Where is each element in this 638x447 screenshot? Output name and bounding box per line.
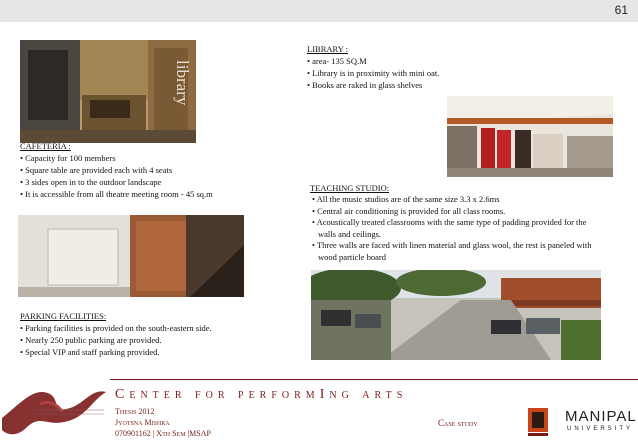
footer-author: Jyotsna Mishra xyxy=(115,418,170,427)
footer-divider xyxy=(110,379,638,380)
cafeteria-item: • Square table are provided each with 4 seats xyxy=(20,164,300,176)
top-bar xyxy=(0,0,638,22)
footer-id: 070901162 | Xth Sem |MSAP xyxy=(115,429,211,438)
footer-case-study: Case study xyxy=(438,418,478,428)
cafeteria-photo xyxy=(447,96,613,177)
library-title: LIBRARY : xyxy=(307,44,349,54)
cafeteria-item: • 3 sides open in to the outdoor landscape xyxy=(20,176,300,188)
parking-item: • Special VIP and staff parking provided. xyxy=(20,346,310,358)
cafeteria-item: • Capacity for 100 members xyxy=(20,152,300,164)
teaching-section xyxy=(310,183,600,263)
parking-section xyxy=(20,311,310,358)
library-item: • Books are raked in glass shelves xyxy=(307,79,497,91)
parking-item: • Nearly 250 public parking are provided. xyxy=(20,334,310,346)
cafeteria-section xyxy=(20,141,300,200)
footer-title: Center for performIng arts xyxy=(115,387,408,402)
studio-photo xyxy=(18,215,244,297)
teaching-title: TEACHING STUDIO: xyxy=(310,183,390,193)
cafeteria-title: CAFETERIA : xyxy=(20,141,71,151)
library-sign-text: library xyxy=(173,60,192,106)
teaching-item: • All the music studios are of the same size 3.3 x 2.6ms xyxy=(310,194,600,206)
page-number: 61 xyxy=(614,3,628,17)
cafeteria-item: • It is accessible from all theatre meeting room - 45 sq.m xyxy=(20,188,300,200)
library-item: • Library is in proximity with mini oat. xyxy=(307,67,497,79)
library-list xyxy=(307,55,497,91)
library-photo xyxy=(20,40,196,143)
teaching-item: • Acoustically treated classrooms with the same type of padding provided for the walls and ceilings. xyxy=(310,217,600,240)
footer-thesis: Thesis 2012 xyxy=(115,407,155,416)
teaching-item: • Central air conditioning is provided for all class rooms. xyxy=(310,206,600,218)
library-section xyxy=(307,44,497,91)
parking-photo xyxy=(311,270,601,360)
parking-item: • Parking facilities is provided on the south-eastern side. xyxy=(20,322,310,334)
manipal-logo: MANIPAL xyxy=(565,408,637,425)
teaching-item: • Three walls are faced with linen material and glass wool, the rest is paneled with wood particle board xyxy=(310,240,600,263)
teaching-list xyxy=(310,194,600,263)
library-item: • area- 135 SQ.M xyxy=(307,55,497,67)
cafeteria-list xyxy=(20,152,300,200)
manipal-logo-sub: UNIVERSITY xyxy=(567,426,634,432)
parking-list xyxy=(20,322,310,358)
manipal-emblem xyxy=(524,404,552,438)
footer-dancer-graphic xyxy=(0,374,110,442)
parking-title: PARKING FACILITIES: xyxy=(20,311,107,321)
